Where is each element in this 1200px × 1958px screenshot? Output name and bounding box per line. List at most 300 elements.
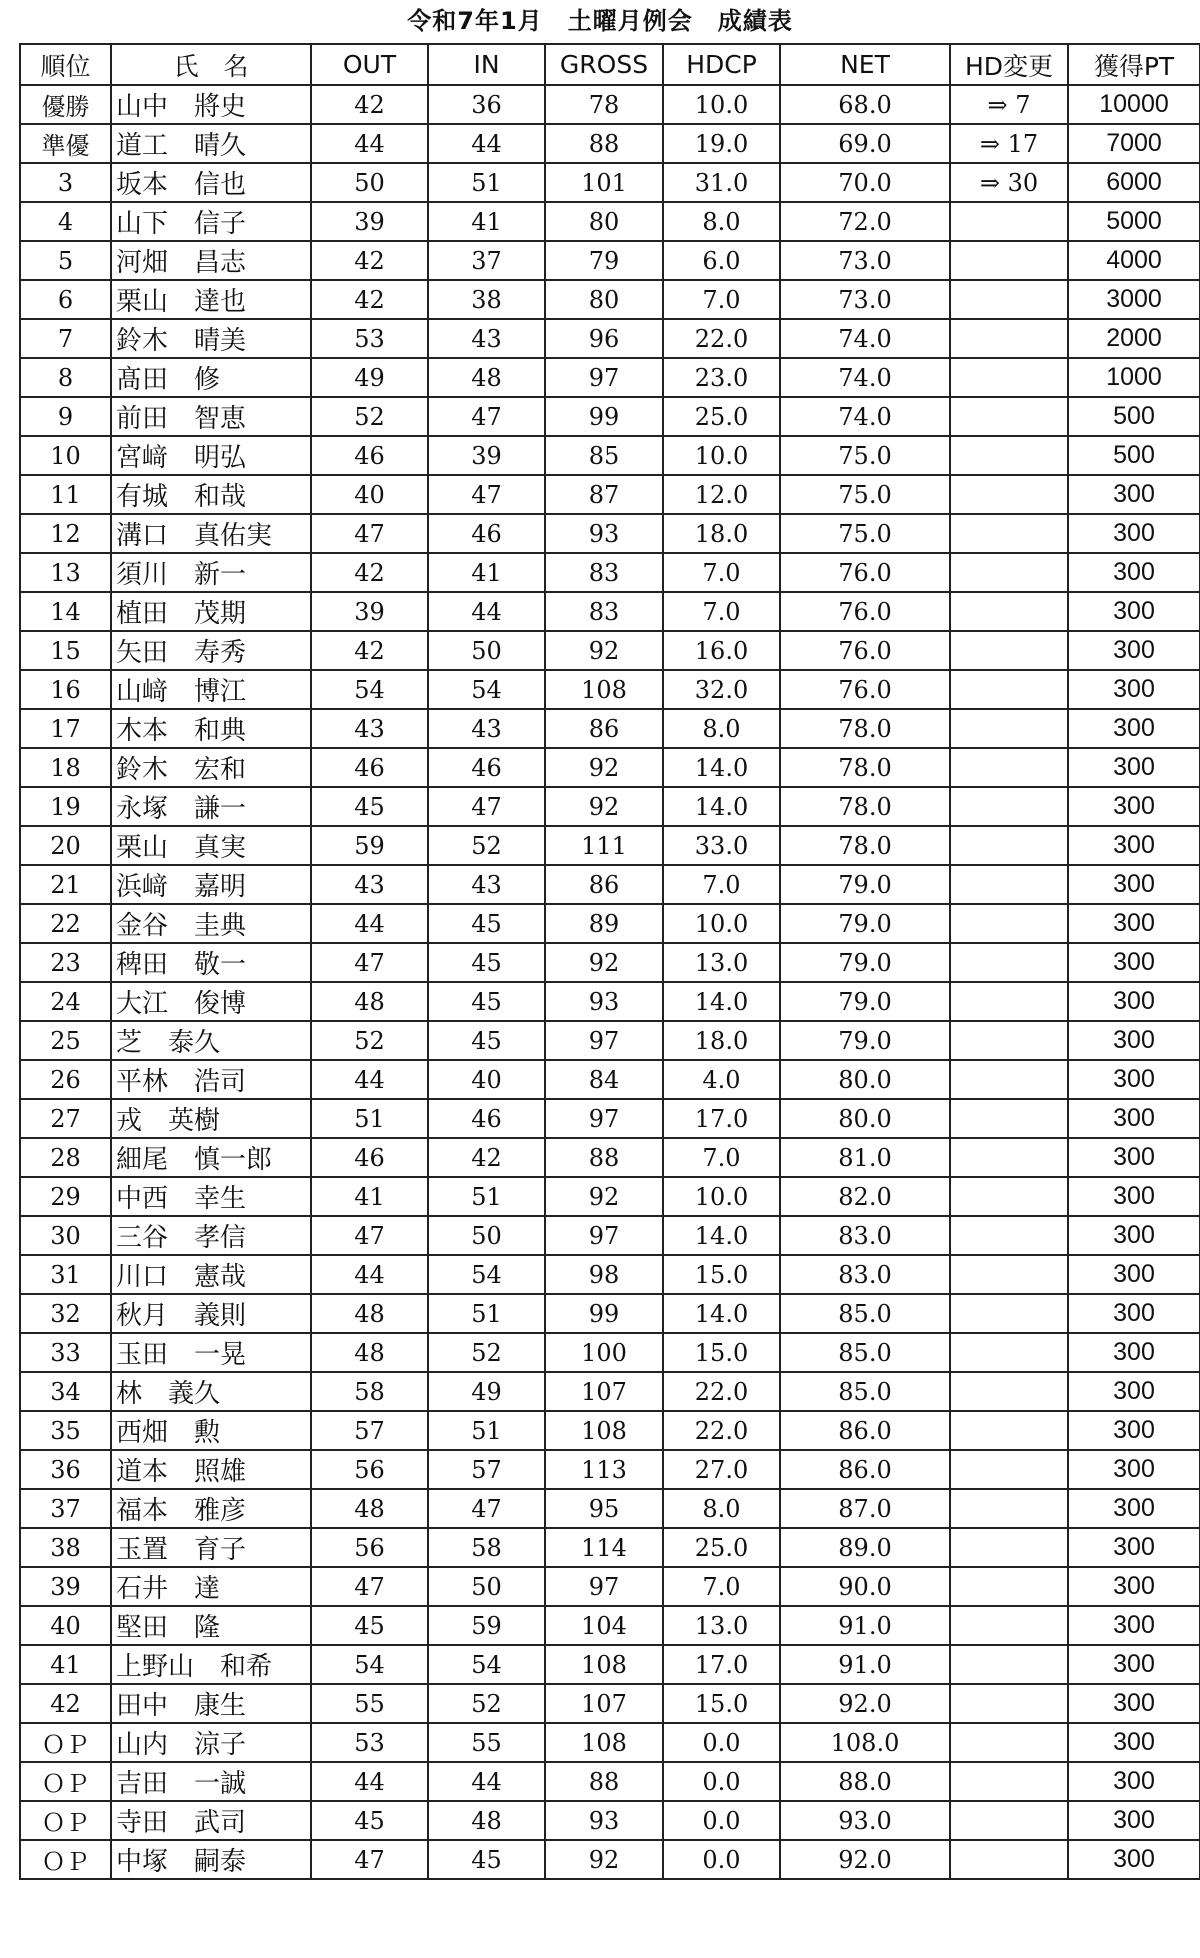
handicap-cell: 19.0	[663, 124, 780, 163]
in-score-cell: 43	[428, 709, 545, 748]
handicap-change-cell	[950, 319, 1068, 358]
handicap-change-cell	[950, 1762, 1068, 1801]
gross-score-cell: 108	[545, 1723, 663, 1762]
player-name-cell: 田中 康生	[111, 1684, 311, 1723]
results-table	[19, 43, 1200, 1880]
out-score-cell: 44	[311, 1255, 428, 1294]
player-name-cell: 河畑 昌志	[111, 241, 311, 280]
table-row	[20, 475, 1200, 514]
net-score-cell: 89.0	[780, 1528, 950, 1567]
handicap-change-cell	[950, 904, 1068, 943]
handicap-cell: 10.0	[663, 904, 780, 943]
out-score-cell: 52	[311, 1021, 428, 1060]
handicap-change-cell	[950, 202, 1068, 241]
out-score-cell: 47	[311, 1216, 428, 1255]
handicap-change-cell	[950, 1294, 1068, 1333]
handicap-change-cell	[950, 280, 1068, 319]
gross-score-cell: 97	[545, 1021, 663, 1060]
handicap-change-cell	[950, 358, 1068, 397]
out-score-cell: 44	[311, 1060, 428, 1099]
out-score-cell: 59	[311, 826, 428, 865]
rank-cell: 37	[20, 1489, 111, 1528]
points-cell: 300	[1068, 1489, 1200, 1528]
player-name-cell: 三谷 孝信	[111, 1216, 311, 1255]
gross-score-cell: 97	[545, 1099, 663, 1138]
out-score-cell: 47	[311, 514, 428, 553]
rank-cell: 12	[20, 514, 111, 553]
handicap-cell: 13.0	[663, 943, 780, 982]
net-score-cell: 85.0	[780, 1294, 950, 1333]
handicap-cell: 8.0	[663, 1489, 780, 1528]
net-score-cell: 74.0	[780, 397, 950, 436]
table-row	[20, 1021, 1200, 1060]
handicap-cell: 14.0	[663, 1294, 780, 1333]
table-row	[20, 1060, 1200, 1099]
points-cell: 300	[1068, 709, 1200, 748]
out-score-cell: 46	[311, 1138, 428, 1177]
out-score-cell: 57	[311, 1411, 428, 1450]
handicap-cell: 15.0	[663, 1333, 780, 1372]
header-hdcp: HDCP	[663, 44, 780, 85]
rank-cell: 32	[20, 1294, 111, 1333]
points-cell: 5000	[1068, 202, 1200, 241]
points-cell: 300	[1068, 1840, 1200, 1879]
gross-score-cell: 80	[545, 202, 663, 241]
in-score-cell: 49	[428, 1372, 545, 1411]
header-name: 氏 名	[111, 44, 311, 85]
handicap-change-cell	[950, 748, 1068, 787]
in-score-cell: 48	[428, 358, 545, 397]
in-score-cell: 47	[428, 475, 545, 514]
player-name-cell: 玉置 育子	[111, 1528, 311, 1567]
handicap-cell: 15.0	[663, 1255, 780, 1294]
header-hd-change: HD変更	[950, 44, 1068, 85]
handicap-change-cell	[950, 1684, 1068, 1723]
gross-score-cell: 93	[545, 1801, 663, 1840]
out-score-cell: 56	[311, 1528, 428, 1567]
net-score-cell: 79.0	[780, 943, 950, 982]
table-row	[20, 1450, 1200, 1489]
points-cell: 300	[1068, 982, 1200, 1021]
gross-score-cell: 99	[545, 1294, 663, 1333]
table-row	[20, 1216, 1200, 1255]
out-score-cell: 52	[311, 397, 428, 436]
points-cell: 4000	[1068, 241, 1200, 280]
handicap-cell: 13.0	[663, 1606, 780, 1645]
header-row	[20, 44, 1200, 85]
gross-score-cell: 78	[545, 85, 663, 124]
rank-cell: 14	[20, 592, 111, 631]
net-score-cell: 90.0	[780, 1567, 950, 1606]
handicap-change-cell	[950, 1840, 1068, 1879]
table-row	[20, 1528, 1200, 1567]
player-name-cell: 須川 新一	[111, 553, 311, 592]
gross-score-cell: 113	[545, 1450, 663, 1489]
gross-score-cell: 107	[545, 1684, 663, 1723]
handicap-cell: 27.0	[663, 1450, 780, 1489]
table-row	[20, 1099, 1200, 1138]
out-score-cell: 43	[311, 709, 428, 748]
out-score-cell: 53	[311, 319, 428, 358]
out-score-cell: 44	[311, 1762, 428, 1801]
out-score-cell: 42	[311, 553, 428, 592]
net-score-cell: 79.0	[780, 904, 950, 943]
points-cell: 2000	[1068, 319, 1200, 358]
in-score-cell: 55	[428, 1723, 545, 1762]
table-row	[20, 904, 1200, 943]
net-score-cell: 78.0	[780, 748, 950, 787]
player-name-cell: 金谷 圭典	[111, 904, 311, 943]
points-cell: 300	[1068, 592, 1200, 631]
gross-score-cell: 92	[545, 631, 663, 670]
points-cell: 300	[1068, 553, 1200, 592]
rank-cell: 24	[20, 982, 111, 1021]
gross-score-cell: 97	[545, 1567, 663, 1606]
header-points: 獲得PT	[1068, 44, 1200, 85]
player-name-cell: 有城 和哉	[111, 475, 311, 514]
handicap-cell: 33.0	[663, 826, 780, 865]
handicap-cell: 17.0	[663, 1645, 780, 1684]
net-score-cell: 91.0	[780, 1645, 950, 1684]
handicap-cell: 7.0	[663, 280, 780, 319]
player-name-cell: 中西 幸生	[111, 1177, 311, 1216]
rank-cell: 5	[20, 241, 111, 280]
rank-cell: 40	[20, 1606, 111, 1645]
player-name-cell: 栗山 真実	[111, 826, 311, 865]
in-score-cell: 54	[428, 670, 545, 709]
player-name-cell: 稗田 敬一	[111, 943, 311, 982]
rank-cell: 33	[20, 1333, 111, 1372]
player-name-cell: 吉田 一誠	[111, 1762, 311, 1801]
gross-score-cell: 99	[545, 397, 663, 436]
out-score-cell: 42	[311, 280, 428, 319]
out-score-cell: 54	[311, 670, 428, 709]
in-score-cell: 46	[428, 1099, 545, 1138]
out-score-cell: 48	[311, 1294, 428, 1333]
points-cell: 300	[1068, 475, 1200, 514]
handicap-cell: 14.0	[663, 1216, 780, 1255]
points-cell: 1000	[1068, 358, 1200, 397]
gross-score-cell: 86	[545, 865, 663, 904]
points-cell: 10000	[1068, 85, 1200, 124]
rank-cell: 27	[20, 1099, 111, 1138]
net-score-cell: 79.0	[780, 982, 950, 1021]
table-row	[20, 397, 1200, 436]
handicap-change-cell	[950, 1372, 1068, 1411]
gross-score-cell: 98	[545, 1255, 663, 1294]
points-cell: 500	[1068, 397, 1200, 436]
rank-cell: 20	[20, 826, 111, 865]
in-score-cell: 51	[428, 163, 545, 202]
gross-score-cell: 108	[545, 1645, 663, 1684]
in-score-cell: 52	[428, 1333, 545, 1372]
net-score-cell: 88.0	[780, 1762, 950, 1801]
handicap-cell: 23.0	[663, 358, 780, 397]
rank-cell: 38	[20, 1528, 111, 1567]
handicap-change-cell	[950, 709, 1068, 748]
out-score-cell: 46	[311, 748, 428, 787]
handicap-change-cell	[950, 1723, 1068, 1762]
player-name-cell: 坂本 信也	[111, 163, 311, 202]
net-score-cell: 78.0	[780, 826, 950, 865]
points-cell: 500	[1068, 436, 1200, 475]
in-score-cell: 50	[428, 1216, 545, 1255]
net-score-cell: 75.0	[780, 514, 950, 553]
table-row	[20, 202, 1200, 241]
player-name-cell: 山下 信子	[111, 202, 311, 241]
player-name-cell: 道工 晴久	[111, 124, 311, 163]
table-row	[20, 1255, 1200, 1294]
handicap-change-cell	[950, 592, 1068, 631]
points-cell: 300	[1068, 1255, 1200, 1294]
net-score-cell: 82.0	[780, 1177, 950, 1216]
rank-cell: 4	[20, 202, 111, 241]
out-score-cell: 53	[311, 1723, 428, 1762]
in-score-cell: 51	[428, 1177, 545, 1216]
table-row	[20, 1606, 1200, 1645]
gross-score-cell: 84	[545, 1060, 663, 1099]
net-score-cell: 79.0	[780, 1021, 950, 1060]
table-row	[20, 826, 1200, 865]
out-score-cell: 44	[311, 904, 428, 943]
out-score-cell: 50	[311, 163, 428, 202]
table-row	[20, 1489, 1200, 1528]
points-cell: 300	[1068, 631, 1200, 670]
rank-cell: 23	[20, 943, 111, 982]
points-cell: 7000	[1068, 124, 1200, 163]
handicap-change-cell	[950, 1450, 1068, 1489]
page-title: 令和7年1月 土曜月例会 成績表	[407, 7, 793, 35]
handicap-cell: 15.0	[663, 1684, 780, 1723]
table-row	[20, 1177, 1200, 1216]
in-score-cell: 50	[428, 631, 545, 670]
net-score-cell: 80.0	[780, 1099, 950, 1138]
handicap-change-cell	[950, 1060, 1068, 1099]
player-name-cell: 林 義久	[111, 1372, 311, 1411]
table-row	[20, 1372, 1200, 1411]
table-row	[20, 124, 1200, 163]
points-cell: 300	[1068, 1021, 1200, 1060]
rank-cell: 42	[20, 1684, 111, 1723]
in-score-cell: 43	[428, 865, 545, 904]
out-score-cell: 58	[311, 1372, 428, 1411]
handicap-cell: 8.0	[663, 709, 780, 748]
handicap-cell: 16.0	[663, 631, 780, 670]
player-name-cell: 矢田 寿秀	[111, 631, 311, 670]
net-score-cell: 85.0	[780, 1333, 950, 1372]
handicap-cell: 14.0	[663, 982, 780, 1021]
table-row	[20, 709, 1200, 748]
rank-cell: 35	[20, 1411, 111, 1450]
in-score-cell: 43	[428, 319, 545, 358]
in-score-cell: 45	[428, 1021, 545, 1060]
handicap-cell: 18.0	[663, 1021, 780, 1060]
player-name-cell: 戎 英樹	[111, 1099, 311, 1138]
handicap-cell: 0.0	[663, 1723, 780, 1762]
handicap-change-cell	[950, 1528, 1068, 1567]
table-row	[20, 631, 1200, 670]
rank-cell: 13	[20, 553, 111, 592]
in-score-cell: 39	[428, 436, 545, 475]
handicap-change-cell	[950, 1489, 1068, 1528]
table-row	[20, 553, 1200, 592]
handicap-cell: 18.0	[663, 514, 780, 553]
handicap-change-cell	[950, 670, 1068, 709]
table-row	[20, 748, 1200, 787]
in-score-cell: 41	[428, 553, 545, 592]
points-cell: 300	[1068, 1138, 1200, 1177]
player-name-cell: 上野山 和希	[111, 1645, 311, 1684]
handicap-change-cell	[950, 1138, 1068, 1177]
gross-score-cell: 92	[545, 748, 663, 787]
out-score-cell: 41	[311, 1177, 428, 1216]
out-score-cell: 46	[311, 436, 428, 475]
in-score-cell: 45	[428, 943, 545, 982]
gross-score-cell: 92	[545, 787, 663, 826]
points-cell: 300	[1068, 1177, 1200, 1216]
points-cell: 300	[1068, 1528, 1200, 1567]
handicap-change-cell	[950, 631, 1068, 670]
net-score-cell: 74.0	[780, 358, 950, 397]
handicap-change-cell	[950, 943, 1068, 982]
handicap-change-cell	[950, 514, 1068, 553]
in-score-cell: 58	[428, 1528, 545, 1567]
in-score-cell: 44	[428, 124, 545, 163]
gross-score-cell: 95	[545, 1489, 663, 1528]
rank-cell: 30	[20, 1216, 111, 1255]
handicap-change-cell	[950, 1411, 1068, 1450]
in-score-cell: 57	[428, 1450, 545, 1489]
player-name-cell: 栗山 達也	[111, 280, 311, 319]
table-row	[20, 319, 1200, 358]
rank-cell: 16	[20, 670, 111, 709]
out-score-cell: 47	[311, 943, 428, 982]
points-cell: 3000	[1068, 280, 1200, 319]
player-name-cell: 木本 和典	[111, 709, 311, 748]
points-cell: 300	[1068, 1450, 1200, 1489]
rank-cell: 31	[20, 1255, 111, 1294]
net-score-cell: 72.0	[780, 202, 950, 241]
out-score-cell: 47	[311, 1567, 428, 1606]
net-score-cell: 83.0	[780, 1216, 950, 1255]
in-score-cell: 59	[428, 1606, 545, 1645]
in-score-cell: 47	[428, 1489, 545, 1528]
handicap-cell: 12.0	[663, 475, 780, 514]
handicap-cell: 4.0	[663, 1060, 780, 1099]
in-score-cell: 52	[428, 1684, 545, 1723]
points-cell: 300	[1068, 1762, 1200, 1801]
handicap-change-cell	[950, 397, 1068, 436]
in-score-cell: 42	[428, 1138, 545, 1177]
points-cell: 300	[1068, 1645, 1200, 1684]
handicap-change-cell: ⇒ 17	[950, 124, 1068, 163]
points-cell: 300	[1068, 1372, 1200, 1411]
gross-score-cell: 108	[545, 670, 663, 709]
rank-cell: 41	[20, 1645, 111, 1684]
player-name-cell: 前田 智恵	[111, 397, 311, 436]
handicap-change-cell: ⇒ 30	[950, 163, 1068, 202]
in-score-cell: 37	[428, 241, 545, 280]
net-score-cell: 86.0	[780, 1411, 950, 1450]
net-score-cell: 87.0	[780, 1489, 950, 1528]
rank-cell: 準優	[20, 124, 111, 163]
table-row	[20, 1138, 1200, 1177]
points-cell: 300	[1068, 1684, 1200, 1723]
table-row	[20, 592, 1200, 631]
gross-score-cell: 104	[545, 1606, 663, 1645]
in-score-cell: 46	[428, 748, 545, 787]
net-score-cell: 92.0	[780, 1840, 950, 1879]
handicap-change-cell	[950, 826, 1068, 865]
handicap-change-cell	[950, 436, 1068, 475]
out-score-cell: 45	[311, 1801, 428, 1840]
table-row	[20, 1645, 1200, 1684]
player-name-cell: 山内 涼子	[111, 1723, 311, 1762]
points-cell: 300	[1068, 1294, 1200, 1333]
points-cell: 300	[1068, 1060, 1200, 1099]
in-score-cell: 45	[428, 904, 545, 943]
gross-score-cell: 79	[545, 241, 663, 280]
player-name-cell: 細尾 慎一郎	[111, 1138, 311, 1177]
points-cell: 300	[1068, 514, 1200, 553]
table-row	[20, 163, 1200, 202]
points-cell: 300	[1068, 1567, 1200, 1606]
handicap-cell: 7.0	[663, 592, 780, 631]
net-score-cell: 93.0	[780, 1801, 950, 1840]
table-row	[20, 982, 1200, 1021]
player-name-cell: 平林 浩司	[111, 1060, 311, 1099]
handicap-cell: 8.0	[663, 202, 780, 241]
net-score-cell: 76.0	[780, 592, 950, 631]
table-row	[20, 1801, 1200, 1840]
header-gross: GROSS	[545, 44, 663, 85]
in-score-cell: 51	[428, 1294, 545, 1333]
handicap-change-cell	[950, 1255, 1068, 1294]
handicap-cell: 7.0	[663, 865, 780, 904]
net-score-cell: 76.0	[780, 553, 950, 592]
gross-score-cell: 92	[545, 1840, 663, 1879]
table-row	[20, 514, 1200, 553]
handicap-cell: 14.0	[663, 748, 780, 787]
player-name-cell: 玉田 一晃	[111, 1333, 311, 1372]
net-score-cell: 91.0	[780, 1606, 950, 1645]
rank-cell: 9	[20, 397, 111, 436]
gross-score-cell: 111	[545, 826, 663, 865]
table-row	[20, 85, 1200, 124]
out-score-cell: 55	[311, 1684, 428, 1723]
handicap-change-cell	[950, 1645, 1068, 1684]
rank-cell: 29	[20, 1177, 111, 1216]
rank-cell: 10	[20, 436, 111, 475]
rank-cell: 優勝	[20, 85, 111, 124]
net-score-cell: 76.0	[780, 670, 950, 709]
in-score-cell: 45	[428, 982, 545, 1021]
net-score-cell: 81.0	[780, 1138, 950, 1177]
net-score-cell: 76.0	[780, 631, 950, 670]
out-score-cell: 45	[311, 1606, 428, 1645]
handicap-change-cell: ⇒ 7	[950, 85, 1068, 124]
table-row	[20, 1567, 1200, 1606]
rank-cell: 36	[20, 1450, 111, 1489]
in-score-cell: 38	[428, 280, 545, 319]
header-in: IN	[428, 44, 545, 85]
net-score-cell: 85.0	[780, 1372, 950, 1411]
in-score-cell: 41	[428, 202, 545, 241]
gross-score-cell: 87	[545, 475, 663, 514]
net-score-cell: 86.0	[780, 1450, 950, 1489]
rank-cell: 11	[20, 475, 111, 514]
handicap-change-cell	[950, 865, 1068, 904]
